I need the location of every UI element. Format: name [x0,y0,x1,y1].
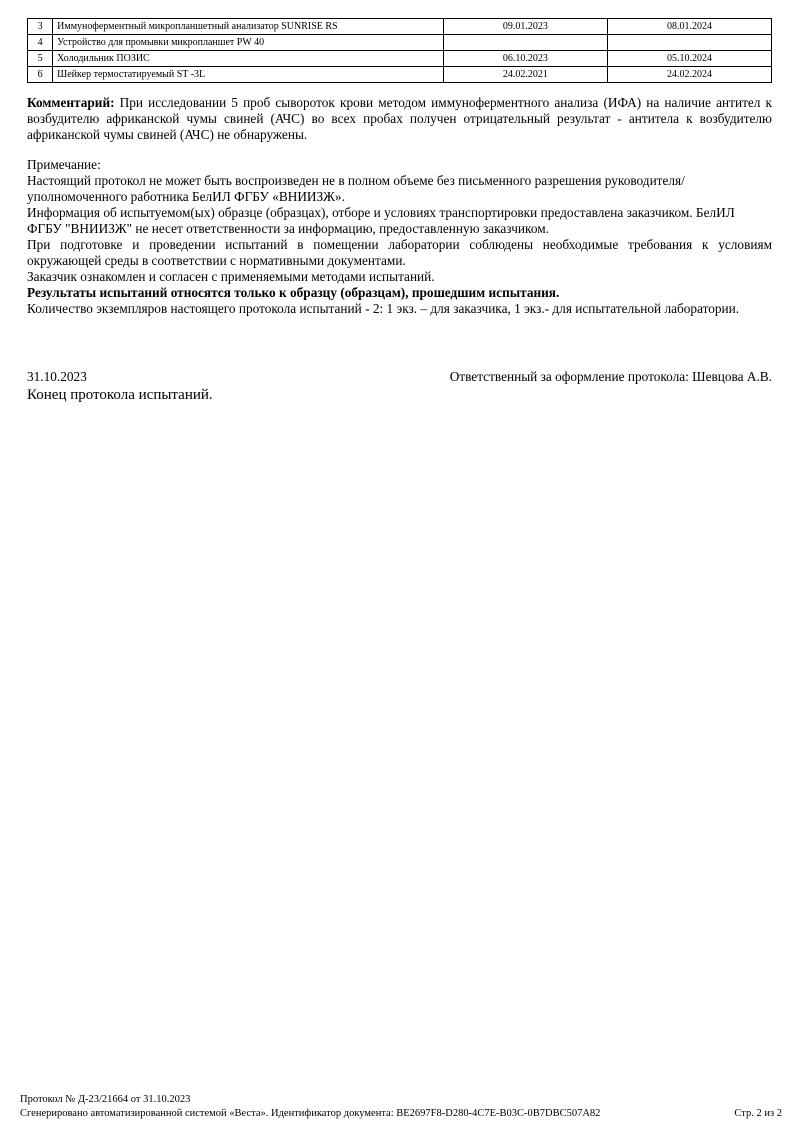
note-section [27,157,772,317]
verification-date [443,35,607,51]
equipment-name: Шейкер термостатируемый ST -3L [53,67,444,83]
row-number: 4 [28,35,53,51]
valid-until-date [607,35,771,51]
end-of-protocol: Конец протокола испытаний. [27,387,213,403]
note-paragraph-sample-info: Информация об испытуемом(ых) образце (образцах), отборе и условиях транспортировки предоставлена заказчиком. БелИЛ ФГБУ "ВНИИЗЖ" не несет ответственности за информацию, предоставленную заказчиком. [27,205,735,236]
equipment-table [27,18,772,83]
row-number: 5 [28,51,53,67]
page-number: Стр. 2 из 2 [734,1108,782,1119]
equipment-name: Холодильник ПОЗИС [53,51,444,67]
note-paragraph-methods: Заказчик ознакомлен и согласен с применяемыми методами испытаний. [27,269,435,284]
note-paragraph-copies: Количество экземпляров настоящего протокола испытаний - 2: 1 экз. – для заказчика, 1 экз.- для испытательной лаборатории. [27,301,740,316]
table-row [28,51,772,67]
equipment-name: Иммуноферментный микропланшетный анализатор SUNRISE RS [53,19,444,35]
table-row [28,67,772,83]
valid-until-date: 24.02.2024 [607,67,771,83]
equipment-name: Устройство для промывки микропланшет PW 40 [53,35,444,51]
note-paragraph-reproduction: Настоящий протокол не может быть воспроизведен не в полном объеме без письменного разрешения руководителя/уполномоченного работника БелИЛ ФГБУ «ВНИИЗЖ». [27,173,685,204]
table-row [28,35,772,51]
responsible-person: Ответственный за оформление протокола: Шевцова А.В. [449,369,772,384]
table-row [28,19,772,35]
row-number: 6 [28,67,53,83]
note-paragraph-results: Результаты испытаний относятся только к образцу (образцам), прошедшим испытания. [27,285,560,300]
footer-generated-note: Сгенерировано автоматизированной системой «Веста». Идентификатор документа: BE2697F8-D280-4C7E-B03C-0B7DBC507A82 [20,1108,601,1119]
comment-label: Комментарий: [27,95,115,110]
verification-date: 09.01.2023 [443,19,607,35]
verification-date: 24.02.2021 [443,67,607,83]
note-heading: Примечание: [27,157,101,172]
row-number: 3 [28,19,53,35]
footer-protocol-number: Протокол № Д-23/21664 от 31.10.2023 [20,1094,191,1105]
comment-text: При исследовании 5 проб сывороток крови методом иммуноферментного анализа (ИФА) на наличие антител к возбудителю африканской чумы свиней (АЧС) во всех пробах получен отрицательный результат - антитела к возбудителю африканской чумы свиней (АЧС) не обнаружены. [27,95,772,142]
valid-until-date: 05.10.2024 [607,51,771,67]
signature-date: 31.10.2023 [27,369,87,384]
footer-bar [20,1108,782,1119]
verification-date: 06.10.2023 [443,51,607,67]
comment-paragraph [27,95,772,143]
valid-until-date: 08.01.2024 [607,19,771,35]
note-paragraph-conditions: При подготовке и проведении испытаний в помещении лаборатории соблюдены необходимые требования к условиям окружающей среды в соответствии с нормативными документами. [27,237,772,268]
